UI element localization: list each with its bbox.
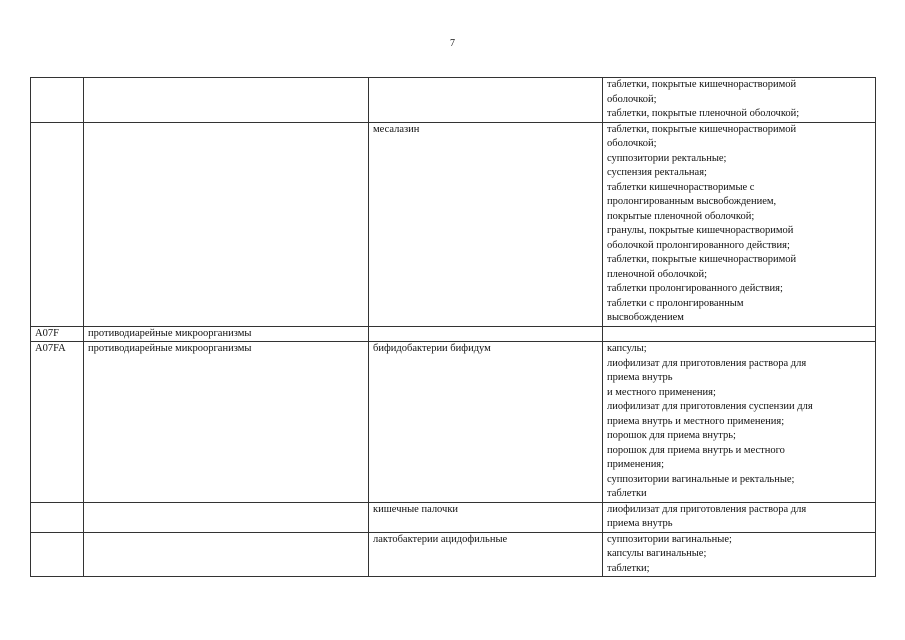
anatomical-group-text [88,78,364,93]
dosage-forms-cell [603,502,876,532]
table-row [31,78,876,123]
table-row [31,326,876,342]
dosage-form-line: приема внутрь [607,372,673,383]
drug-name-cell [369,502,603,532]
drug-name-cell [369,326,603,342]
anatomical-group-text [88,503,364,518]
drug-name-cell [369,122,603,326]
dosage-form-line: таблетки, покрытые кишечнорастворимой [607,79,797,90]
dosage-forms-cell [603,342,876,503]
anatomical-group-cell [84,532,369,577]
dosage-form-line: таблетки с пролонгированным [607,297,744,309]
atc-code-cell [31,122,84,326]
atc-code-text: A07F [35,327,59,339]
dosage-form-line: суспензия ректальная; [607,167,707,178]
anatomical-group-cell [84,502,369,532]
dosage-form-line: таблетки [607,488,647,499]
dosage-form-line: суппозитории вагинальные и ректальные; [607,473,795,485]
atc-code-text [35,533,79,548]
dosage-form-line: приема внутрь и местного применения; [607,415,785,427]
dosage-form-line: капсулы; [607,343,647,354]
dosage-forms-cell [603,78,876,123]
anatomical-group-text [88,533,364,548]
table-row [31,502,876,532]
dosage-forms-cell [603,532,876,577]
atc-code-text [35,503,79,518]
anatomical-group-text: противодиарейные микроорганизмы [88,327,252,339]
dosage-form-line: порошок для приема внутрь; [607,430,736,441]
medication-table [30,77,876,577]
anatomical-group-cell [84,326,369,342]
drug-name-cell [369,532,603,577]
dosage-form-line: покрытые пленочной оболочкой; [607,210,755,222]
dosage-form-line: лиофилизат для приготовления раствора для [607,357,807,369]
atc-code-cell [31,342,84,503]
dosage-form-line: пролонгированным высвобождением, [607,196,777,207]
atc-code-cell [31,502,84,532]
drug-name-text: бифидобактерии бифидум [373,343,491,354]
atc-code-cell [31,326,84,342]
dosage-form-line: порошок для приема внутрь и местного [607,444,785,456]
drug-name-text [373,78,598,93]
atc-code-text [35,78,79,93]
dosage-form-empty [607,327,871,342]
table-row [31,342,876,503]
dosage-form-line: оболочкой; [607,138,657,149]
dosage-form-line: таблетки; [607,562,650,574]
drug-name-text: лактобактерии ацидофильные [373,533,508,545]
dosage-form-line: приема внутрь [607,518,673,529]
dosage-form-line: таблетки пролонгированного действия; [607,283,783,294]
dosage-form-line: таблетки кишечнорастворимые с [607,181,755,193]
dosage-form-line: таблетки, покрытые кишечнорастворимой [607,254,797,265]
dosage-form-line: лиофилизат для приготовления раствора для [607,503,807,515]
dosage-form-line: и местного применения; [607,386,716,398]
dosage-form-line: гранулы, покрытые кишечнорастворимой [607,225,794,236]
anatomical-group-text [88,123,364,138]
drug-name-cell [369,342,603,503]
dosage-form-line: суппозитории вагинальные; [607,533,732,545]
anatomical-group-text: противодиарейные микроорганизмы [88,343,252,354]
dosage-form-line: таблетки, покрытые пленочной оболочкой; [607,108,800,119]
anatomical-group-cell [84,78,369,123]
dosage-form-line: пленочной оболочкой; [607,268,708,280]
table-body [31,78,876,577]
dosage-form-line: капсулы вагинальные; [607,548,707,559]
dosage-form-line: высвобождением [607,312,684,323]
atc-code-cell [31,532,84,577]
table-row [31,532,876,577]
dosage-forms-cell [603,122,876,326]
atc-code-text [35,123,79,138]
anatomical-group-cell [84,122,369,326]
dosage-form-line: применения; [607,459,665,470]
dosage-form-line: таблетки, покрытые кишечнорастворимой [607,123,797,135]
dosage-form-line: оболочкой пролонгированного действия; [607,239,790,251]
drug-name-text: кишечные палочки [373,503,459,515]
drug-name-text [373,327,598,342]
dosage-form-line: оболочкой; [607,93,657,105]
dosage-form-line: лиофилизат для приготовления суспензии для [607,401,813,412]
anatomical-group-cell [84,342,369,503]
atc-code-text: A07FA [35,343,66,354]
dosage-forms-cell [603,326,876,342]
page-number: 7 [450,38,455,49]
drug-name-text: месалазин [373,123,420,135]
dosage-form-line: суппозитории ректальные; [607,152,727,164]
table-row [31,122,876,326]
drug-name-cell [369,78,603,123]
atc-code-cell [31,78,84,123]
